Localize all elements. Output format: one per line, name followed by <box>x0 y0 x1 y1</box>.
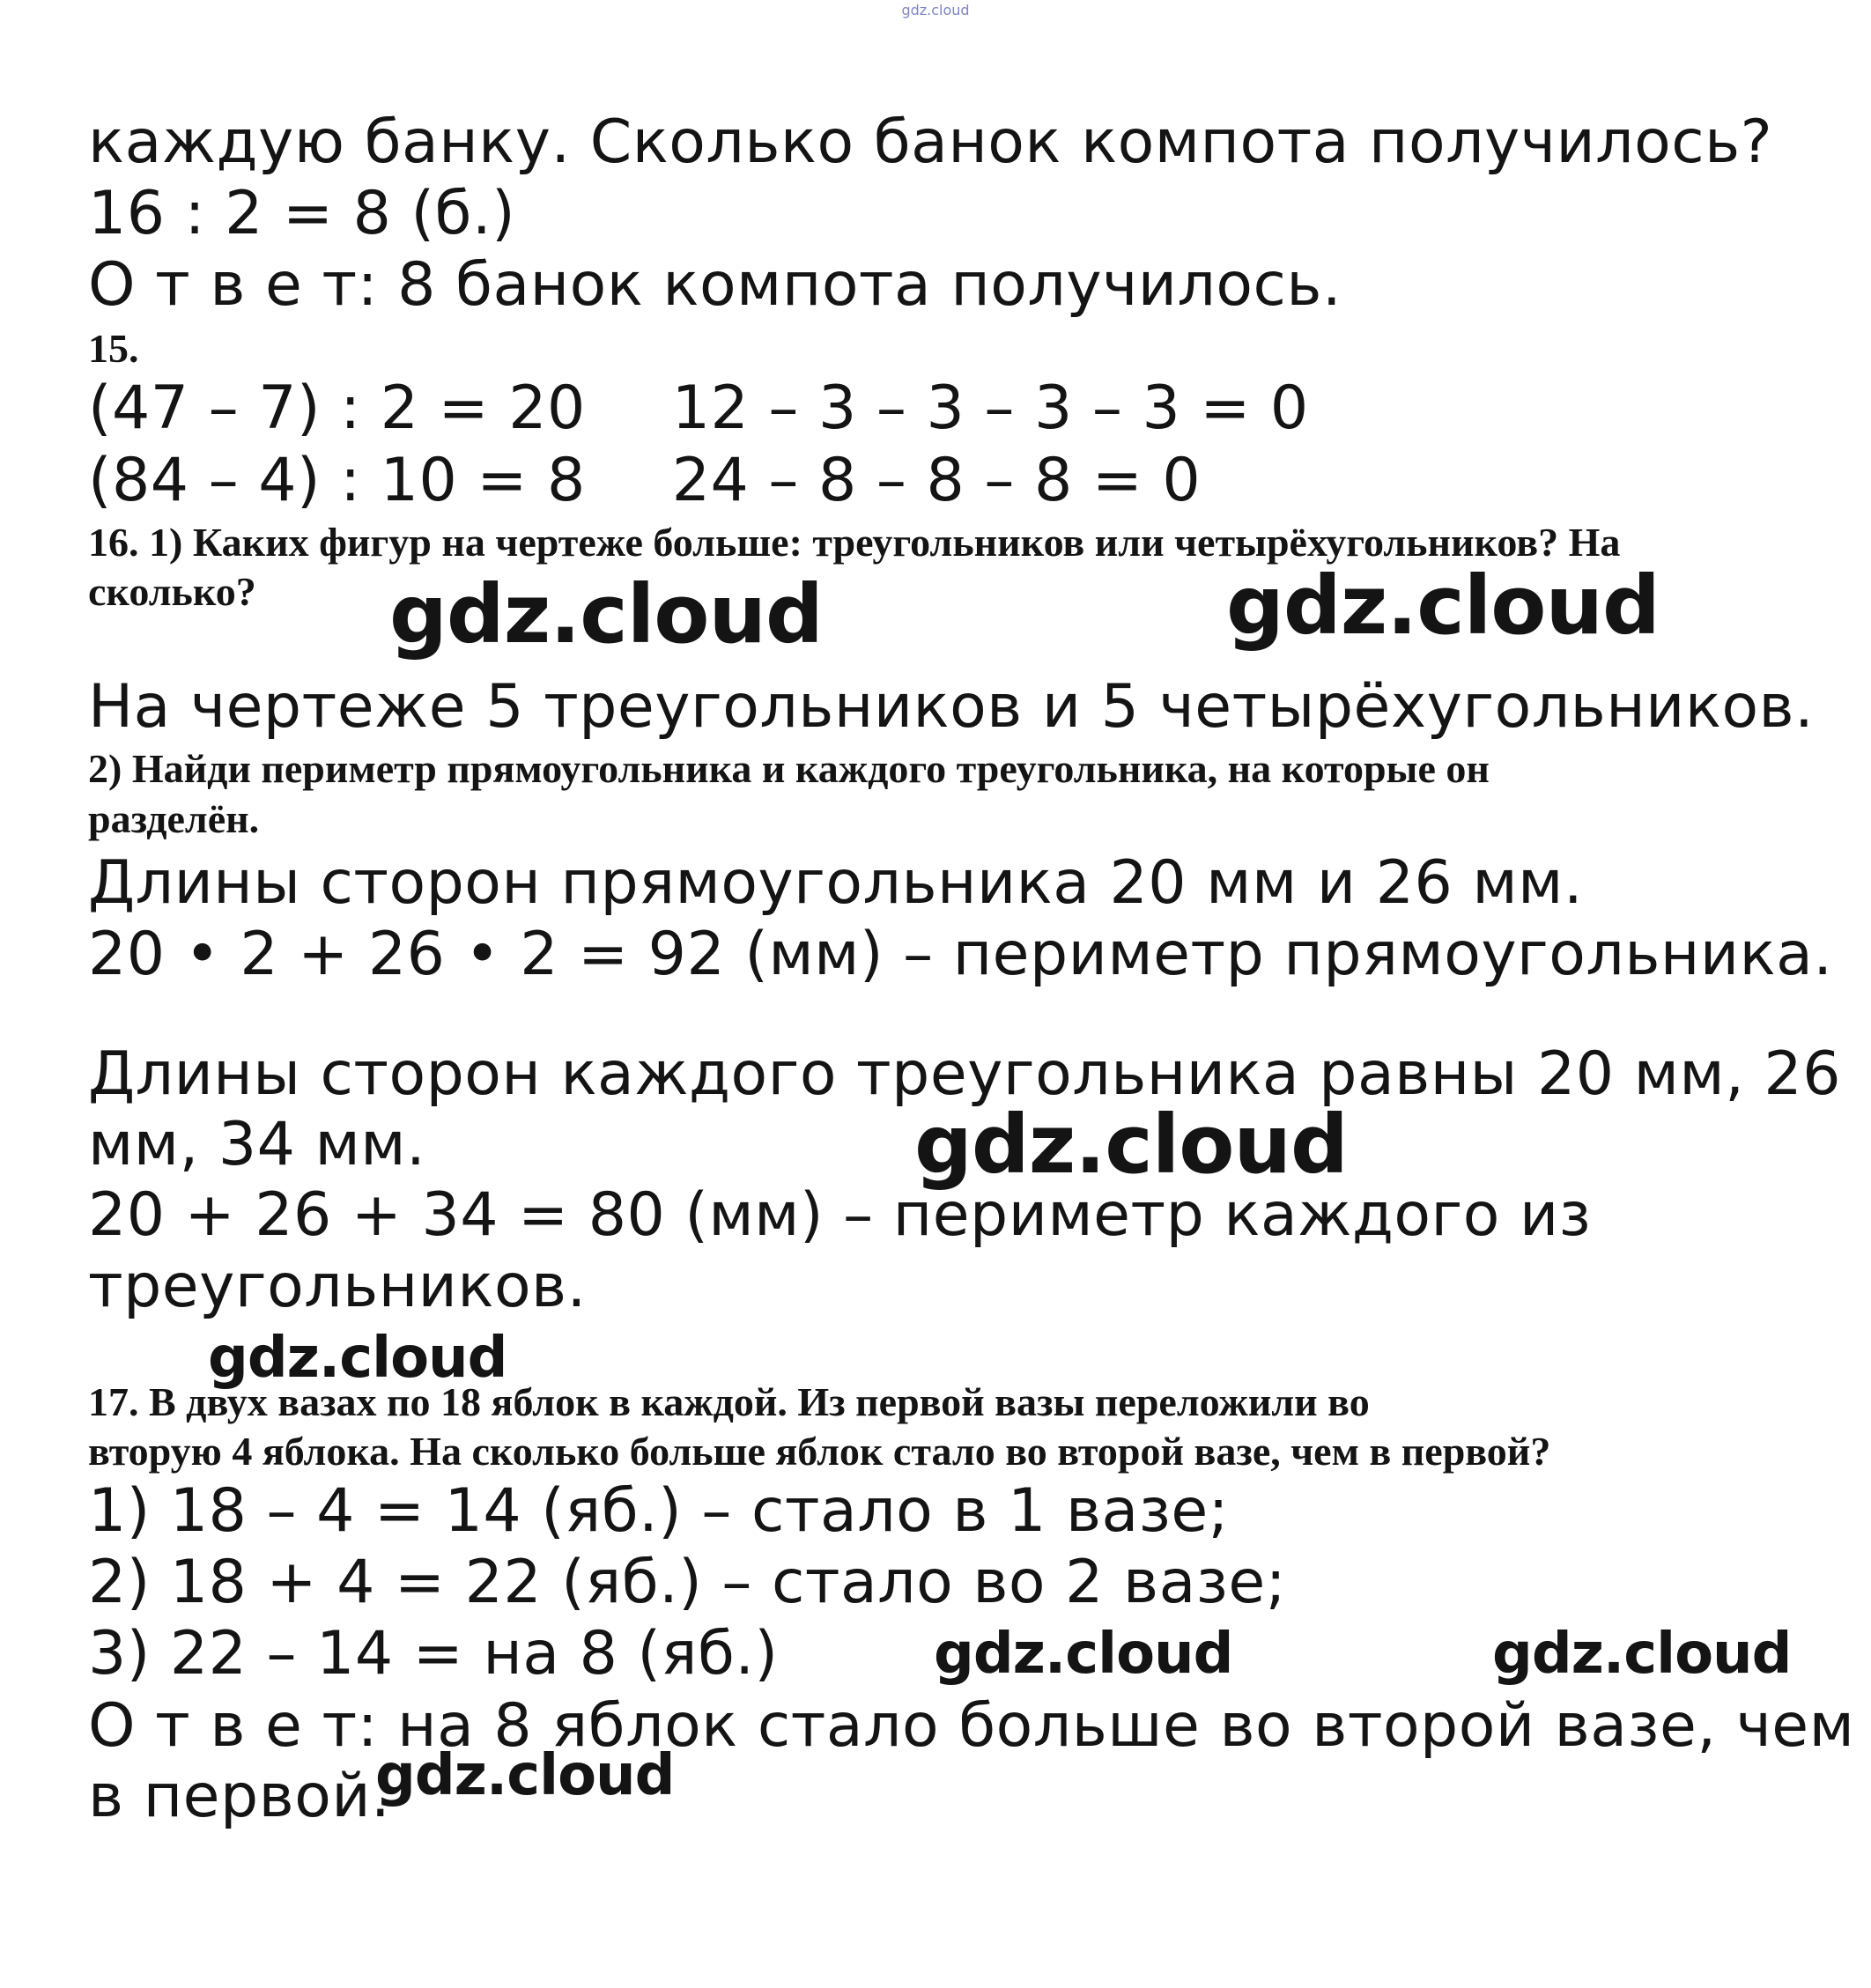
task16-answer-1: На чертеже 5 треугольников и 5 четырёхугольников. <box>88 672 1815 742</box>
task15-expression-2: 12 – 3 – 3 – 3 – 3 = 0 <box>671 373 1309 443</box>
task15-expression-4: 24 – 8 – 8 – 8 = 0 <box>671 446 1202 515</box>
task17-answer-line-1: О т в е т: на 8 яблок стало больше во второй вазе, чем <box>88 1691 1855 1761</box>
task15-expression-3: (84 – 4) : 10 = 8 <box>88 446 586 515</box>
task14-answer: О т в е т: 8 банок компота получилось. <box>88 250 1342 320</box>
task17-question-line-1: 17. В двух вазах по 18 яблок в каждой. Из первой вазы переложили во <box>88 1379 1370 1424</box>
task17-step-3: 3) 22 – 14 = на 8 (яб.) <box>88 1619 779 1689</box>
task16-answer-2-line-3: Длины сторон каждого треугольника равны 20 мм, 26 <box>88 1039 1841 1109</box>
top-site-mark: gdz.cloud <box>901 2 970 18</box>
task16-answer-2-line-5: 20 + 26 + 34 = 80 (мм) – периметр каждого из <box>88 1180 1592 1250</box>
watermark: gdz.cloud <box>389 567 823 661</box>
task17-answer-line-2: в первой. <box>88 1762 391 1831</box>
task17-step-1: 1) 18 – 4 = 14 (яб.) – стало в 1 вазе; <box>88 1476 1230 1546</box>
task15-row-1 <box>88 373 1309 444</box>
task15-row-2 <box>88 446 1201 516</box>
task15-expression-1: (47 – 7) : 2 = 20 <box>88 373 586 443</box>
task17-step-2: 2) 18 + 4 = 22 (яб.) – стало во 2 вазе; <box>88 1548 1287 1617</box>
task16-answer-2-line-6: треугольников. <box>88 1252 587 1321</box>
task16-answer-2-line-1: Длины сторон прямоугольника 20 мм и 26 мм. <box>88 848 1584 918</box>
task15-number: 15. <box>88 326 139 371</box>
task14-question-tail: каждую банку. Сколько банок компота получилось? <box>88 107 1773 177</box>
watermark: gdz.cloud <box>1492 1622 1792 1687</box>
watermark: gdz.cloud <box>375 1743 675 1808</box>
watermark: gdz.cloud <box>934 1622 1233 1687</box>
task16-question-1-line-2: сколько? <box>88 569 256 614</box>
task17-question-line-2: вторую 4 яблока. На сколько больше яблок стало во второй вазе, чем в первой? <box>88 1429 1551 1474</box>
task14-calculation: 16 : 2 = 8 (б.) <box>88 179 516 248</box>
watermark: gdz.cloud <box>1226 558 1660 653</box>
task16-question-2-line-1: 2) Найди периметр прямоугольника и каждого треугольника, на которые он <box>88 746 1490 791</box>
task16-answer-2-line-2: 20 • 2 + 26 • 2 = 92 (мм) – периметр прямоугольника. <box>88 920 1833 989</box>
task16-question-2-line-2: разделён. <box>88 796 260 841</box>
watermark: gdz.cloud <box>914 1097 1348 1192</box>
watermark: gdz.cloud <box>208 1326 507 1391</box>
task16-answer-2-line-4: мм, 34 мм. <box>88 1110 426 1179</box>
task16-question-1-line-1: 16. 1) Каких фигур на чертеже больше: треугольников или четырёхугольников? На <box>88 520 1621 565</box>
